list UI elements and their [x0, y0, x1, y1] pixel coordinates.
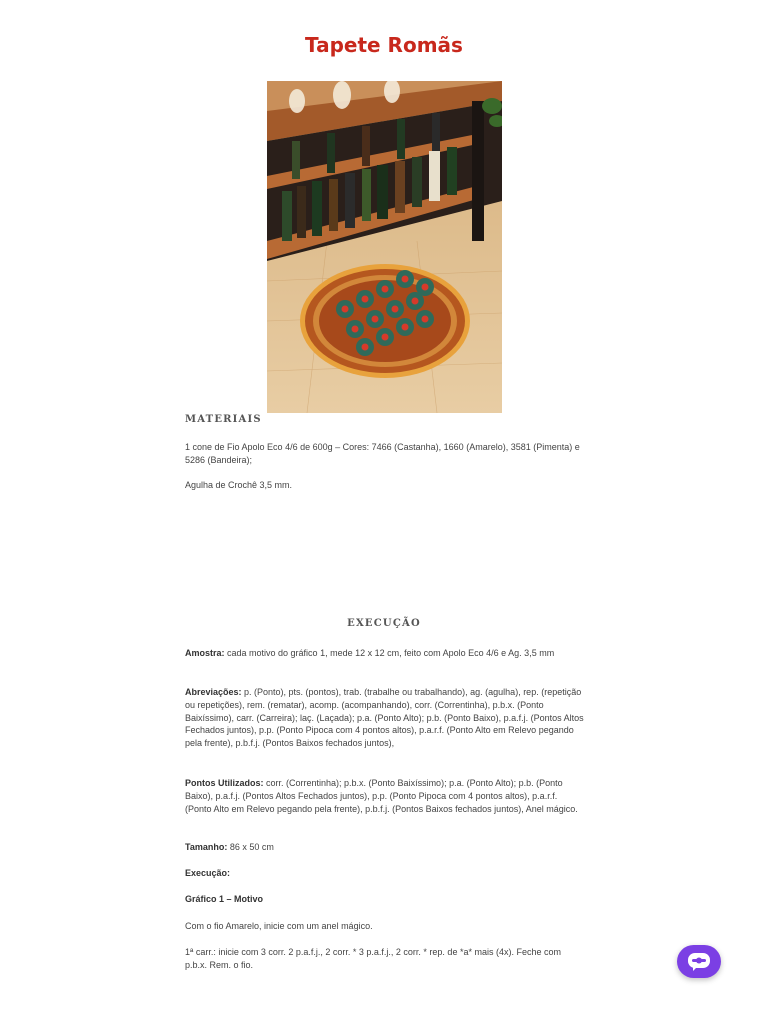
page-title: Tapete Romãs	[305, 33, 463, 57]
pontos-paragraph	[185, 777, 585, 815]
pontos-text: corr. (Correntinha); p.b.x. (Ponto Baixíssimo); p.a. (Ponto Alto); p.b. (Ponto Baixo), p.a.f.j. (Pontos Altos Fechados juntos), p.p. (Ponto Pipoca com 4 pontos altos), p.a.r.f. (Ponto Alto em Relevo pegando pela frente), p.b.f.j. (Pontos Baixos fechados juntos), Anel mágico.	[185, 778, 578, 814]
materiais-item: 1 cone de Fio Apolo Eco 4/6 de 600g – Cores: 7466 (Castanha), 1660 (Amarelo), 3581 (Pimenta) e 5286 (Bandeira);	[185, 442, 580, 465]
execucao-subheading: Execução:	[185, 868, 231, 878]
execucao-heading: EXECUÇÃO	[347, 618, 421, 629]
amostra-label: Amostra:	[185, 648, 225, 658]
product-photo	[267, 81, 502, 413]
amostra-paragraph	[185, 647, 585, 660]
tamanho-paragraph	[185, 841, 585, 854]
abreviacoes-paragraph	[185, 686, 585, 750]
step-paragraph: 1ª carr.: inicie com 3 corr. 2 p.a.f.j., 2 corr. * 3 p.a.f.j., 2 corr. * rep. de *a* mais (4x). Feche com p.b.x. Rem. o fio.	[185, 947, 561, 970]
chat-bubble-icon	[687, 952, 711, 971]
abreviacoes-label: Abreviações:	[185, 687, 242, 697]
amostra-text: cada motivo do gráfico 1, mede 12 x 12 cm, feito com Apolo Eco 4/6 e Ag. 3,5 mm	[224, 648, 555, 658]
step-paragraph: Com o fio Amarelo, inicie com um anel mágico.	[185, 921, 373, 931]
materiais-heading: MATERIAIS	[185, 414, 262, 425]
chat-button[interactable]	[677, 945, 721, 978]
tamanho-label: Tamanho:	[185, 842, 228, 852]
materiais-item: Agulha de Crochê 3,5 mm.	[185, 480, 293, 490]
abreviacoes-text: p. (Ponto), pts. (pontos), trab. (trabalhe ou trabalhando), ag. (agulha), rep. (repetição ou repetições), rem. (rematar), acomp. (acompanhando), corr. (Correntinha), p.b.x. (Ponto Baixíssimo), carr. (Carreira); laç. (Laçada); p.a. (Ponto Alto); p.b. (Ponto Baixo), p.a.f.j. (Pontos Altos Fechados juntos), p.p. (Ponto Pipoca com 4 pontos altos), p.a.r.f. (Ponto Alto em Relevo pegando pela frente), p.b.f.j. (Pontos Baixos fechados juntos),	[185, 687, 584, 749]
pontos-label: Pontos Utilizados:	[185, 778, 264, 788]
tamanho-text: 86 x 50 cm	[227, 842, 274, 852]
grafico-subheading: Gráfico 1 – Motivo	[185, 894, 264, 904]
